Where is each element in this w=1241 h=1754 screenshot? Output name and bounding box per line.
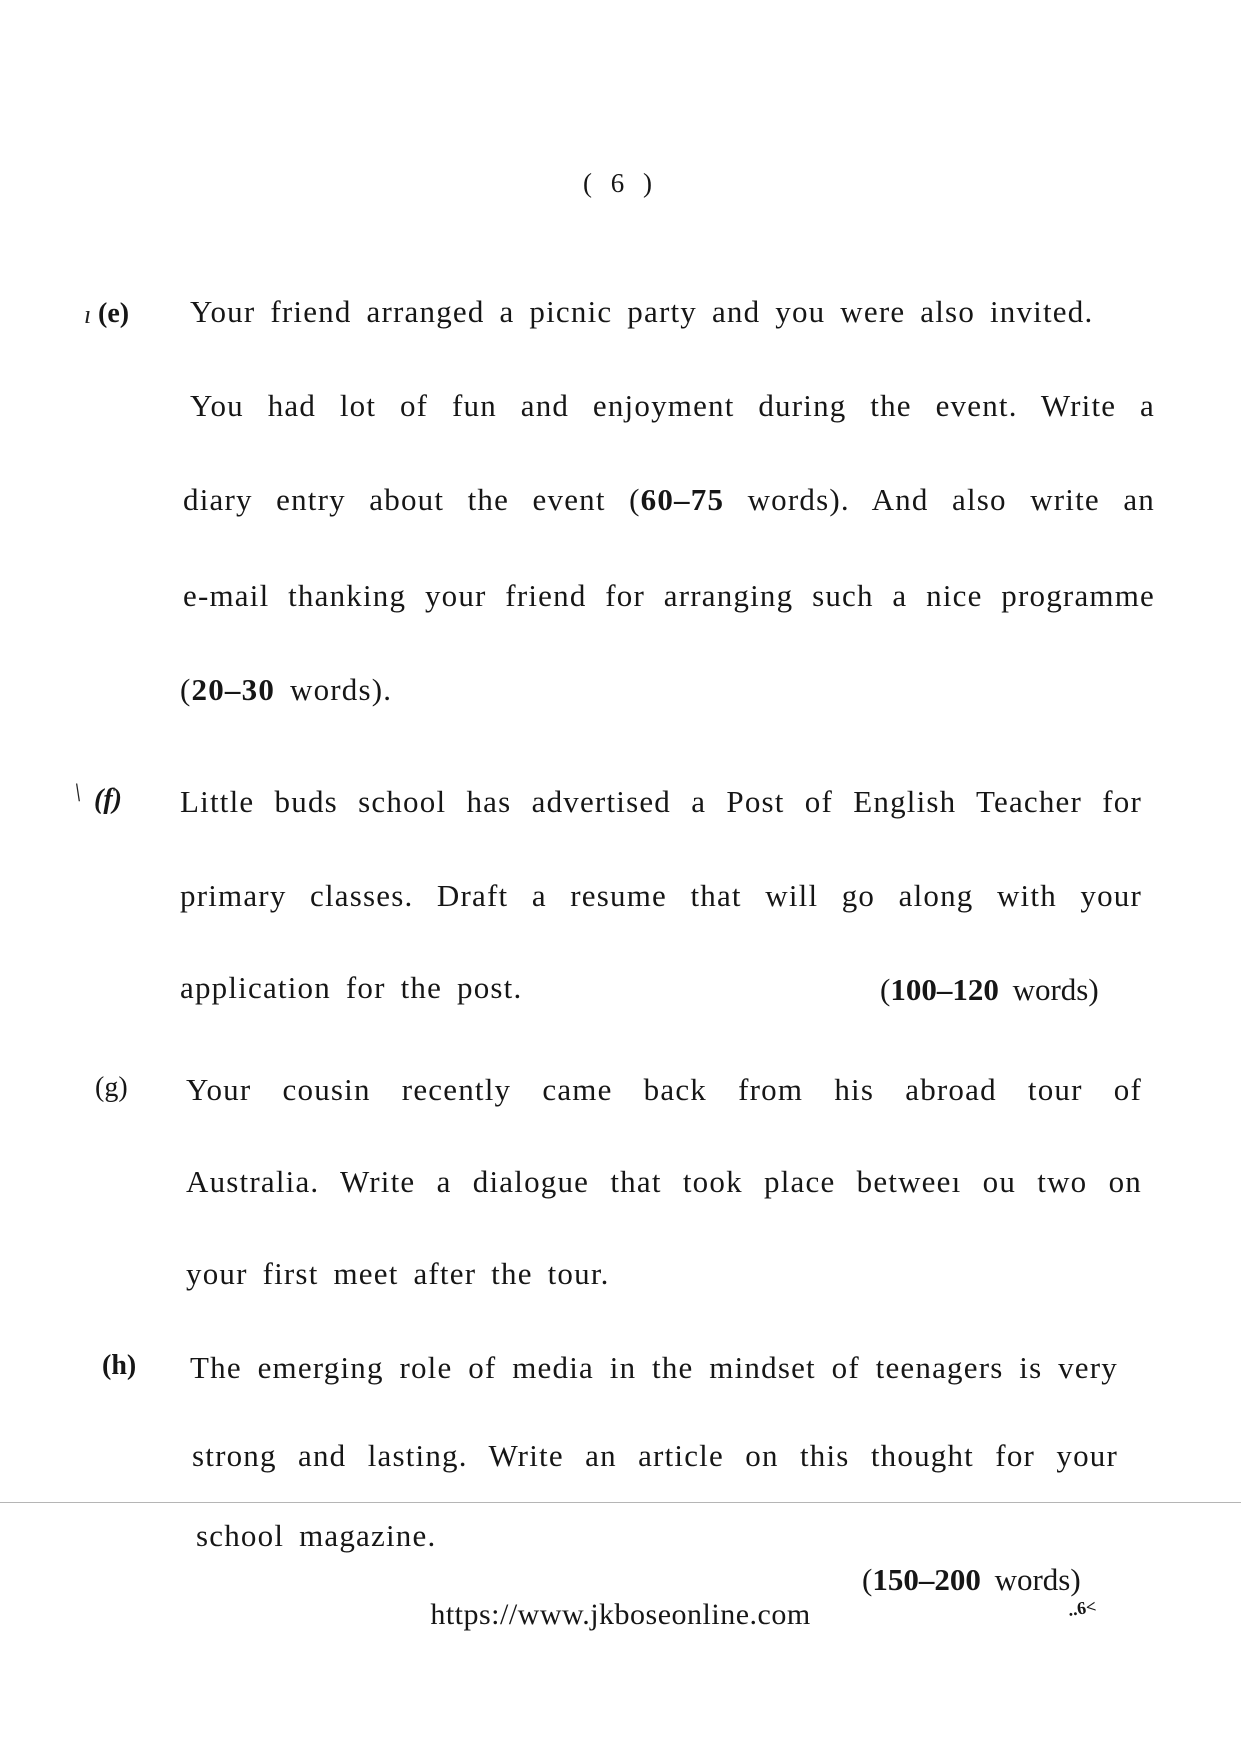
question-label-e: (e): [98, 298, 130, 329]
question-h-line-2: strong and lasting. Write an article on this thought for your: [192, 1438, 1118, 1473]
question-label-g: (g): [95, 1072, 128, 1103]
question-h-line-1: The emerging role of media in the mindset of teenagers is very: [190, 1350, 1118, 1385]
question-e-line-1: Your friend arranged a picnic party and you were also invited.: [190, 294, 1094, 329]
question-g-line-1: Your cousin recently came back from his abroad tour of: [186, 1072, 1142, 1107]
page-number: ( 6 ): [583, 168, 658, 198]
footer-website-url: https://www.jkboseonline.com: [430, 1598, 811, 1631]
question-e-line-5: (20–30 words).: [180, 672, 393, 707]
question-e-line-2: You had lot of fun and enjoyment during the event. Write a: [190, 388, 1155, 423]
question-e-line-3: diary entry about the event (60–75 words). And also write an: [183, 482, 1155, 517]
question-f-line-1: Little buds school has advertised a Post of English Teacher for: [180, 784, 1142, 819]
question-f-line-2: primary classes. Draft a resume that will go along with your: [180, 878, 1142, 913]
question-f-line-3: application for the post.: [180, 970, 523, 1005]
page-scribble-mark: ..6<: [1066, 1596, 1098, 1620]
handwritten-tick-mark-f: \: [74, 778, 82, 807]
question-g-line-3: your first meet after the tour.: [186, 1256, 610, 1291]
handwritten-tick-mark-e: ı: [84, 300, 92, 329]
question-label-h: (h): [102, 1350, 137, 1381]
page-divider-line: [0, 1502, 1241, 1503]
question-g-line-2: Australia. Write a dialogue that took place betweeı ou two on: [186, 1164, 1142, 1199]
question-e-line-4: e-mail thanking your friend for arranging such a nice programme: [183, 578, 1155, 613]
question-label-f: (f): [94, 784, 122, 815]
word-limit-f: (100–120 words): [880, 972, 1099, 1007]
question-h-line-3: school magazine.: [196, 1518, 437, 1553]
word-limit-h: (150–200 words): [862, 1562, 1081, 1597]
